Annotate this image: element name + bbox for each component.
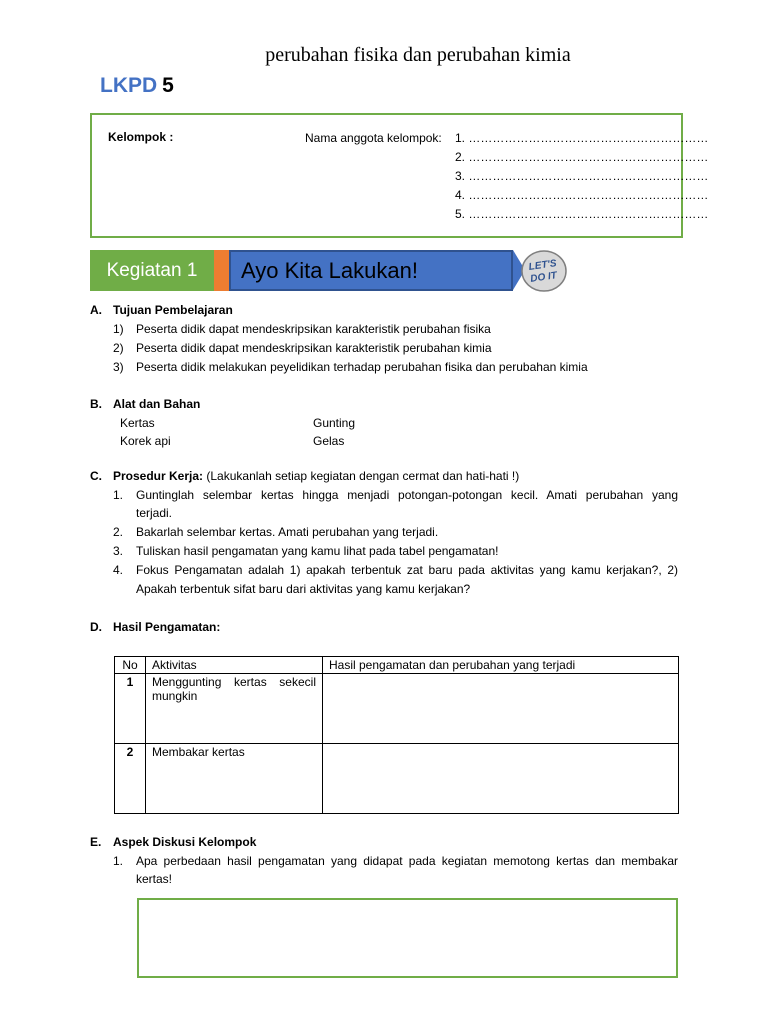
procedure-num: 4. [113,563,124,577]
section-c-letter: C. [90,469,102,483]
discussion-text-cont: kertas! [136,872,173,886]
procedure-text-cont: terjadi. [136,506,173,520]
lkpd-text: LKPD [100,74,158,97]
table-cell-no: 1 [115,674,146,744]
section-c-heading-line [113,469,519,483]
banner-heading: Ayo Kita Lakukan! [229,250,513,291]
member-line-4: 4. …………………………………………………… [455,188,709,202]
procedure-text: Fokus Pengamatan adalah 1) apakah terbentuk zat baru pada aktivitas yang kamu kerjakan?, 2) [136,563,678,577]
section-d-letter: D. [90,620,102,634]
procedure-num: 1. [113,488,124,502]
material-item: Gunting [313,416,356,430]
lets-do-it-badge [519,248,567,293]
table-cell-no: 2 [115,744,146,814]
section-a-item-num: 3) [113,360,124,374]
observation-table [114,656,679,814]
section-a-item-num: 2) [113,341,124,355]
member-line-3: 3. …………………………………………………… [455,169,709,183]
table-header-no: No [115,657,146,674]
member-line-2: 2. …………………………………………………… [455,150,709,164]
section-d-heading: Hasil Pengamatan: [113,620,221,634]
procedure-text: Tuliskan hasil pengamatan yang kamu lihat pada tabel pengamatan! [136,544,499,558]
section-a-letter: A. [90,303,102,317]
material-item: Gelas [313,434,345,448]
procedure-num: 3. [113,544,124,558]
table-cell-hasil[interactable] [323,674,679,744]
badge-line-1: LET'S [528,258,558,273]
section-c-heading: Prosedur Kerja: [113,469,204,483]
kelompok-label: Kelompok : [108,130,174,144]
discussion-num: 1. [113,854,124,868]
answer-box[interactable] [137,898,678,978]
table-header-aktivitas: Aktivitas [146,657,323,674]
section-a-item-text: Peserta didik melakukan peyelidikan terhadap perubahan fisika dan perubahan kimia [136,360,588,374]
activity-label: Kegiatan 1 [90,250,214,291]
member-line-5: 5. …………………………………………………… [455,207,709,221]
discussion-text: Apa perbedaan hasil pengamatan yang didapat pada kegiatan memotong kertas dan membakar [136,854,678,868]
section-b-letter: B. [90,397,102,411]
banner-accent [214,250,229,291]
section-c-note: (Lakukanlah setiap kegiatan dengan cermat dan hati-hati !) [206,469,520,483]
section-e-letter: E. [90,835,102,849]
aktivitas-line: Membakar kertas [152,745,245,759]
table-cell-aktivitas [146,744,323,814]
aktivitas-line: mungkin [152,689,198,703]
material-item: Korek api [120,434,171,448]
material-item: Kertas [120,416,155,430]
table-cell-aktivitas [146,674,323,744]
table-row [115,674,679,744]
lkpd-label [100,74,174,98]
aktivitas-line: Menggunting kertas sekecil [152,675,316,689]
table-header-hasil: Hasil pengamatan dan perubahan yang terjadi [323,657,679,674]
table-header-row [115,657,679,674]
section-a-heading: Tujuan Pembelajaran [113,303,233,317]
section-a-item-text: Peserta didik dapat mendeskripsikan karakteristik perubahan fisika [136,322,491,336]
lkpd-number: 5 [162,74,174,97]
table-cell-hasil[interactable] [323,744,679,814]
section-e-heading: Aspek Diskusi Kelompok [113,835,257,849]
member-line-1: 1. …………………………………………………… [455,131,709,145]
section-a-item-text: Peserta didik dapat mendeskripsikan karakteristik perubahan kimia [136,341,492,355]
anggota-label: Nama anggota kelompok: [305,131,442,145]
procedure-num: 2. [113,525,124,539]
section-b-heading: Alat dan Bahan [113,397,201,411]
section-a-item-num: 1) [113,322,124,336]
badge-line-2: DO IT [529,270,558,285]
table-row [115,744,679,814]
page-title: perubahan fisika dan perubahan kimia [265,44,571,66]
procedure-text-cont: Apakah terbentuk sifat baru dari aktivitas yang kamu kerjakan? [136,582,471,596]
procedure-text: Guntinglah selembar kertas hingga menjadi potongan-potongan kecil. Amati perubahan yang [136,488,678,502]
procedure-text: Bakarlah selembar kertas. Amati perubahan yang terjadi. [136,525,439,539]
